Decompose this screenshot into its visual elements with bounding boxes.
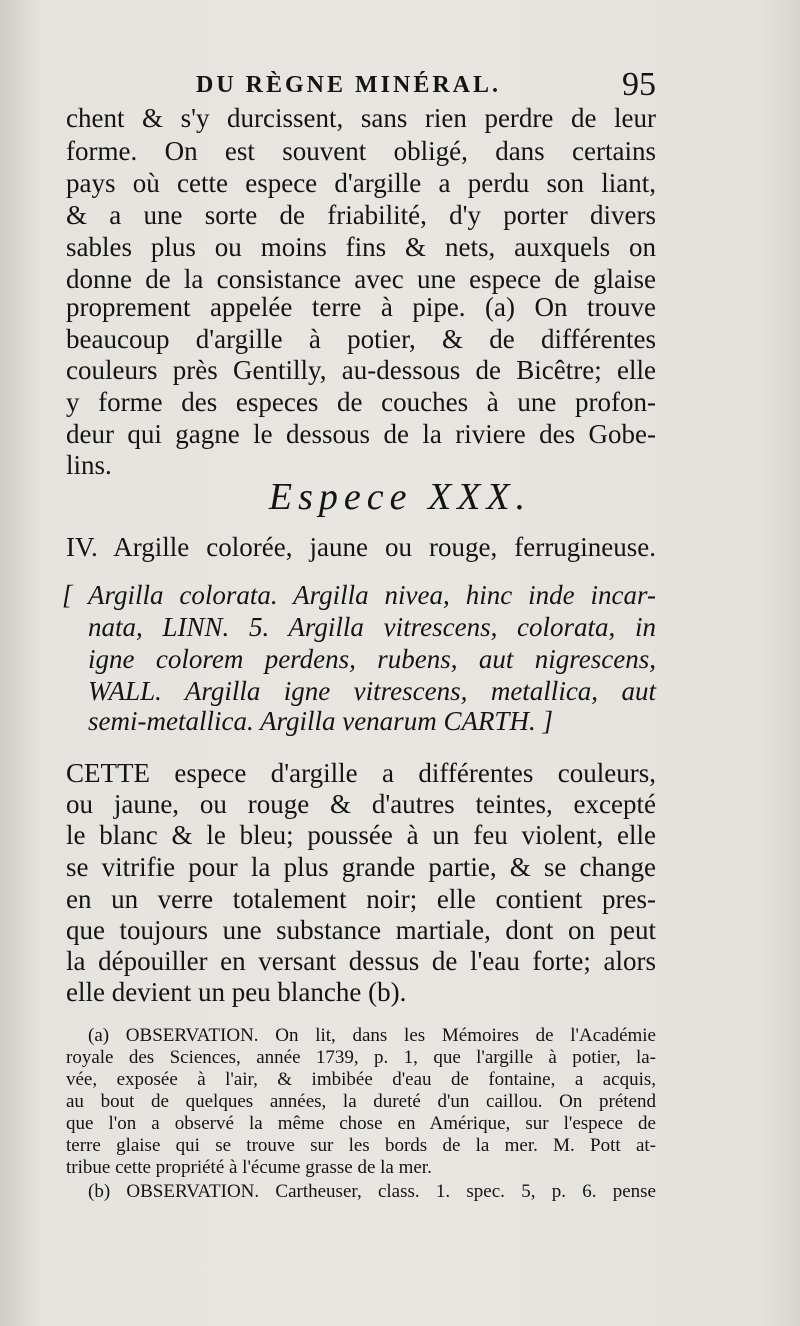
text-line: pays où cette espece d'argille a perdu son liant, <box>66 168 656 198</box>
text-line: CETTE espece d'argille a différentes couleurs, <box>66 758 656 788</box>
synonym-line: nata, LINN. 5. Argilla vitrescens, colorata, in <box>88 612 656 642</box>
footnote-line: (b) OBSERVATION. Cartheuser, class. 1. spec. 5, p. 6. pense <box>88 1181 656 1202</box>
footnote-line: au bout de quelques années, la dureté d'un caillou. On prétend <box>66 1091 656 1112</box>
footnote-line: que l'on a observé la même chose en Amérique, sur l'espece de <box>66 1113 656 1134</box>
text-line: proprement appelée terre à pipe. (a) On trouve <box>66 292 656 322</box>
text-line: en un verre totalement noir; elle contient pres- <box>66 884 656 914</box>
species-title: IV. Argille colorée, jaune ou rouge, ferrugineuse. <box>66 532 656 562</box>
footnote-line: (a) OBSERVATION. On lit, dans les Mémoires de l'Académie <box>88 1025 656 1046</box>
running-title: DU RÈGNE MINÉRAL. <box>196 72 502 98</box>
synonym-line: semi-metallica. Argilla venarum CARTH. ] <box>88 706 553 736</box>
text-line: forme. On est souvent obligé, dans certains <box>66 136 656 166</box>
text-line: beaucoup d'argille à potier, & de différentes <box>66 324 656 354</box>
text-line: que toujours une substance martiale, dont on peut <box>66 915 656 945</box>
text-line: la dépouiller en versant dessus de l'eau forte; alors <box>66 946 656 976</box>
text-line: donne de la consistance avec une espece de glaise <box>66 264 656 294</box>
footnote-line: vée, exposée à l'air, & imbibée d'eau de fontaine, a acquis, <box>66 1069 656 1090</box>
text-line: sables plus ou moins fins & nets, auxquels on <box>66 232 656 262</box>
synonym-line: igne colorem perdens, rubens, aut nigrescens, <box>88 644 656 674</box>
text-line: deur qui gagne le dessous de la riviere des Gobe- <box>66 419 656 449</box>
text-line: elle devient un peu blanche (b). <box>66 977 407 1007</box>
text-line: & a une sorte de friabilité, d'y porter divers <box>66 200 656 230</box>
synonym-line: WALL. Argilla igne vitrescens, metallica, aut <box>88 676 656 706</box>
footnote-line: terre glaise qui se trouve sur les bords de la mer. M. Pott at- <box>66 1135 656 1156</box>
footnote-line: royale des Sciences, année 1739, p. 1, que l'argille à potier, la- <box>66 1047 656 1068</box>
text-line: le blanc & le bleu; poussée à un feu violent, elle <box>66 820 656 850</box>
text-line: couleurs près Gentilly, au-dessous de Bicêtre; elle <box>66 355 656 385</box>
species-heading: Espece XXX. <box>268 476 532 518</box>
footnote-line: tribue cette propriété à l'écume grasse de la mer. <box>66 1157 432 1178</box>
text-line: se vitrifie pour la plus grande partie, & se change <box>66 852 656 882</box>
text-line: lins. <box>66 450 112 480</box>
text-line: chent & s'y durcissent, sans rien perdre de leur <box>66 103 656 133</box>
text-line: ou jaune, ou rouge & d'autres teintes, excepté <box>66 789 656 819</box>
text-line: y forme des especes de couches à une profon- <box>66 387 656 417</box>
synonym-line: [ Argilla colorata. Argilla nivea, hinc inde incar- <box>62 580 656 610</box>
page-number: 95 <box>622 66 656 103</box>
